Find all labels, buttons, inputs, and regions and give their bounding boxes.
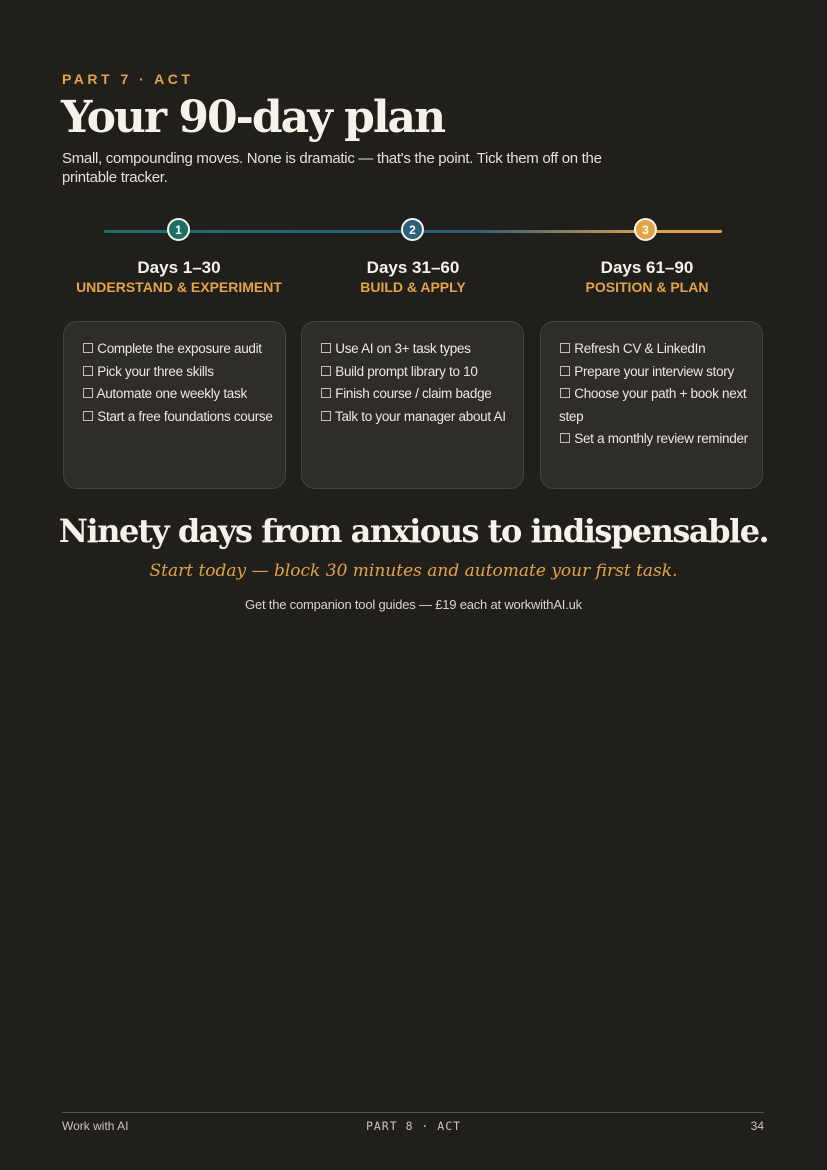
- checklist-item[interactable]: ☐ Start a free foundations course: [82, 408, 273, 424]
- phase-3-marker: 3: [634, 218, 657, 241]
- phase-2-checklist: [301, 321, 524, 489]
- phase-2-tag: BUILD & APPLY: [360, 279, 466, 295]
- checklist-item[interactable]: ☐ Talk to your manager about AI: [320, 408, 506, 424]
- phase-1-heading: [59, 258, 299, 296]
- phase-3-heading: [527, 258, 767, 296]
- phase-1-checklist: [63, 321, 286, 489]
- phase-2-heading: [293, 258, 533, 296]
- page-number: 34: [750, 1119, 764, 1133]
- phase-1-marker: 1: [167, 218, 190, 241]
- checklist-item[interactable]: ☐ Build prompt library to 10: [320, 363, 478, 379]
- closing-cta: Start today — block 30 minutes and automate your first task.: [149, 561, 678, 581]
- phase-1-tag: UNDERSTAND & EXPERIMENT: [76, 279, 282, 295]
- checklist-item[interactable]: ☐ Complete the exposure audit: [82, 341, 262, 356]
- closing-headline: Ninety days from anxious to indispensable.: [58, 512, 769, 550]
- phase-3-checklist: [540, 321, 763, 489]
- checklist-item[interactable]: ☐ Use AI on 3+ task types: [320, 341, 471, 356]
- page-title: Your 90-day plan: [61, 92, 445, 143]
- checklist-item[interactable]: ☐ Refresh CV & LinkedIn: [559, 341, 706, 356]
- part-eyebrow: PART 7 · ACT: [62, 71, 194, 87]
- checklist-item[interactable]: ☐ Pick your three skills: [82, 363, 214, 379]
- phase-1-days: Days 1–30: [137, 258, 221, 277]
- checklist-item[interactable]: ☐ Prepare your interview story: [559, 363, 734, 379]
- companion-guides-note: Get the companion tool guides — £19 each at workwithAI.uk: [245, 597, 582, 612]
- checklist-item[interactable]: ☐ Automate one weekly task: [82, 386, 247, 401]
- phase-3-tag: POSITION & PLAN: [585, 279, 709, 295]
- phase-2-marker: 2: [401, 218, 424, 241]
- footer-divider: [62, 1112, 764, 1113]
- checklist-item[interactable]: ☐ Finish course / claim badge: [320, 386, 492, 401]
- footer-brand: Work with AI: [62, 1119, 129, 1133]
- phase-3-days: Days 61–90: [600, 258, 694, 277]
- page-subtitle: Small, compounding moves. None is dramatic — that's the point. Tick them off on the printable tracker.: [62, 150, 602, 186]
- checklist-item[interactable]: ☐ Set a monthly review reminder: [559, 431, 748, 446]
- footer-section: PART 8 · ACT: [365, 1119, 462, 1133]
- checklist-item[interactable]: ☐ Choose your path + book next step: [559, 386, 747, 424]
- phase-2-days: Days 31–60: [366, 258, 460, 277]
